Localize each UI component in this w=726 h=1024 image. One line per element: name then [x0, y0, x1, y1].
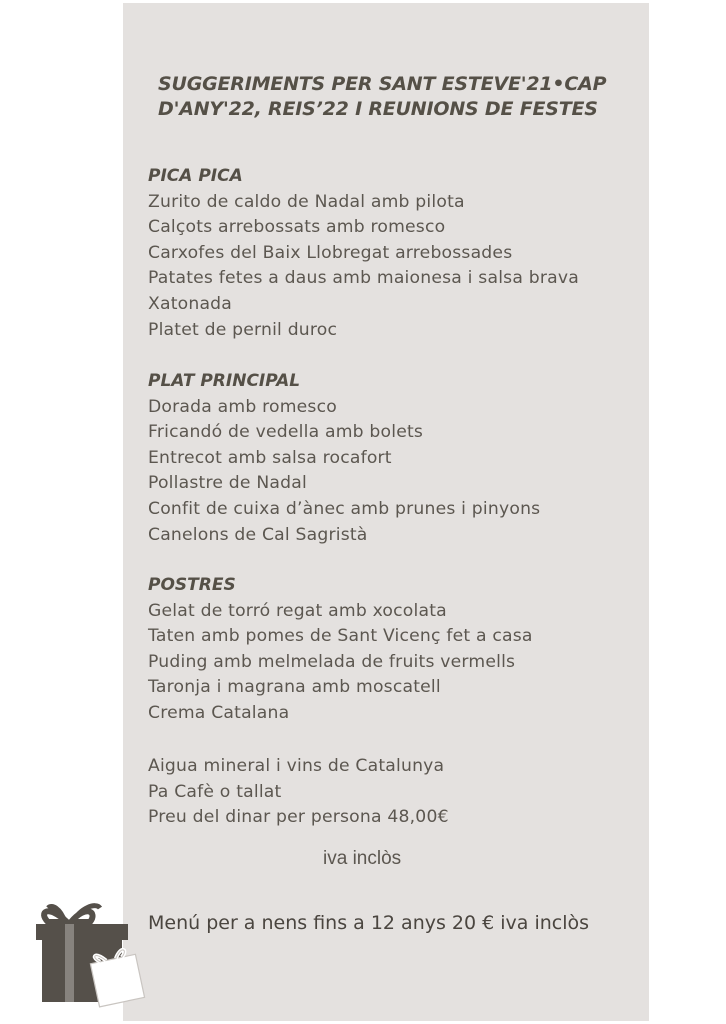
section-heading: PICA PICA	[148, 166, 243, 186]
dish-item: Platet de pernil duroc	[148, 319, 338, 340]
dish-item: Taronja i magrana amb moscatell	[148, 677, 441, 698]
dish-item: Carxofes del Baix Llobregat arrebossades	[148, 242, 513, 263]
kids-menu-note: Menú per a nens fins a 12 anys 20 € iva inclòs	[148, 912, 590, 934]
price-line: Preu del dinar per persona 48,00€	[148, 807, 449, 828]
dish-item: Calçots arrebossats amb romesco	[148, 217, 446, 238]
dish-item: Pollastre de Nadal	[148, 473, 307, 494]
dish-item: Fricandó de vedella amb bolets	[148, 422, 424, 443]
gift-bow-icon	[44, 906, 100, 922]
section-heading: POSTRES	[148, 575, 236, 595]
section-plat-principal	[148, 369, 638, 548]
menu-title: SUGGERIMENTS PER SANT ESTEVE'21•CAP D'ANY'22, REIS’22 I REUNIONS DE FESTES	[158, 73, 607, 120]
section-heading: PLAT PRINCIPAL	[148, 371, 301, 391]
dish-item: Taten amb pomes de Sant Vicenç fet a casa	[148, 626, 533, 647]
dish-item: Gelat de torró regat amb xocolata	[148, 600, 447, 621]
dish-item: Puding amb melmelada de fruits vermells	[148, 651, 516, 672]
iva-note: iva inclòs	[323, 848, 402, 869]
dish-item: Dorada amb romesco	[148, 396, 337, 417]
dish-item: Zurito de caldo de Nadal amb pilota	[148, 191, 465, 212]
section-postres	[148, 573, 638, 727]
menu-extras	[148, 754, 638, 831]
dish-item: Xatonada	[148, 293, 233, 314]
gift-ribbon	[65, 924, 74, 1002]
dish-item: Patates fetes a daus amb maionesa i salsa brava	[148, 268, 579, 289]
small-gift-icon	[89, 948, 145, 1007]
gift-lid	[36, 924, 128, 940]
dish-item: Entrecot amb salsa rocafort	[148, 447, 392, 468]
coffee-line: Pa Cafè o tallat	[148, 781, 282, 802]
dish-list	[148, 190, 638, 344]
section-pica-pica	[148, 164, 638, 343]
drinks-line: Aigua mineral i vins de Catalunya	[148, 756, 445, 776]
dish-item: Canelons de Cal Sagristà	[148, 524, 368, 545]
dish-item: Crema Catalana	[148, 702, 290, 723]
dish-item: Confit de cuixa d’ànec amb prunes i pinyons	[148, 498, 541, 519]
dish-list	[148, 599, 638, 727]
gift-box-icon	[30, 898, 155, 1008]
dish-list	[148, 395, 638, 549]
